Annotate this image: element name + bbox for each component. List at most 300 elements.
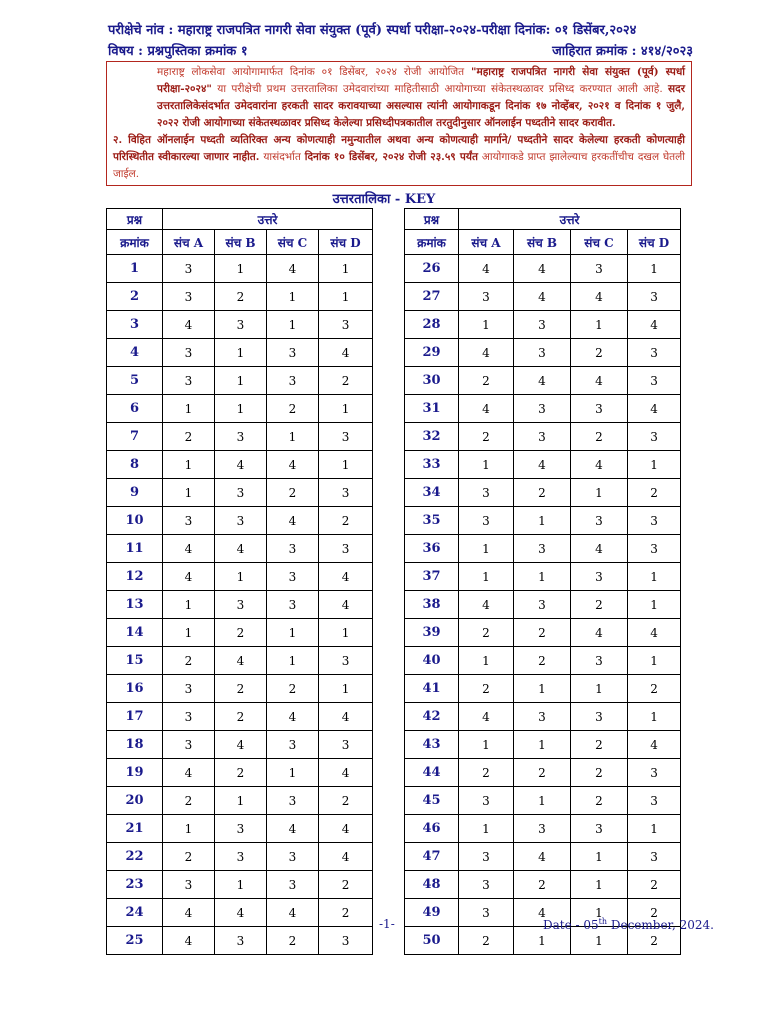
set-b-answer: 3 [215,423,267,451]
set-a-answer: 2 [163,647,215,675]
table-row [107,815,373,843]
set-c-answer: 3 [267,787,319,815]
set-a-answer: 2 [163,423,215,451]
set-b-answer: 2 [514,871,571,899]
document-date [543,917,714,932]
question-number: 6 [107,395,163,423]
page-number: -1- [379,917,395,931]
set-d-answer: 1 [319,395,373,423]
set-a-answer: 4 [163,563,215,591]
set-d-answer: 2 [628,675,681,703]
set-d-answer: 3 [319,731,373,759]
table-row [405,675,681,703]
set-c-answer: 3 [267,731,319,759]
question-number: 39 [405,619,459,647]
set-d-answer: 1 [319,283,373,311]
set-d-answer: 1 [628,591,681,619]
set-a-answer: 3 [163,731,215,759]
table-row [107,703,373,731]
set-c-answer: 1 [571,899,628,927]
question-number-header: क्रमांक [107,230,163,255]
set-d-answer: 3 [628,787,681,815]
set-d-answer: 2 [319,899,373,927]
set-b-answer: 1 [514,675,571,703]
set-b-answer: 3 [215,843,267,871]
table-row [405,479,681,507]
set-c-answer: 2 [267,675,319,703]
notice-text: आयोगाकडे प्राप्त झालेल्याच हरकतींचीच दखल घेतली जाईल. [113,151,685,180]
set-a-answer: 1 [163,395,215,423]
set-a-answer: 3 [459,871,514,899]
set-a-answer: 1 [163,815,215,843]
table-row [107,535,373,563]
set-a-answer: 4 [459,395,514,423]
set-a-answer: 3 [163,703,215,731]
set-b-answer: 2 [514,759,571,787]
question-number: 11 [107,535,163,563]
set-d-answer: 3 [628,507,681,535]
set-a-answer: 1 [459,311,514,339]
question-number: 9 [107,479,163,507]
question-number: 16 [107,675,163,703]
set-a-answer: 4 [163,899,215,927]
question-number: 13 [107,591,163,619]
set-d-answer: 2 [628,479,681,507]
set-a-answer: 1 [459,451,514,479]
set-a-answer: 3 [163,675,215,703]
set-c-answer: 4 [267,507,319,535]
notice-text: महाराष्ट्र लोकसेवा आयोगामार्फत दिनांक ०१ डिसेंबर, २०२४ रोजी आयोजित [157,66,471,78]
set-c-answer: 1 [571,843,628,871]
date-suffix: th [598,917,608,926]
set-c-answer: 1 [267,759,319,787]
table-row [107,311,373,339]
set-d-answer: 3 [628,339,681,367]
set-a-answer: 3 [459,479,514,507]
table-row [107,255,373,283]
set-a-answer: 1 [163,451,215,479]
set-b-answer: 1 [514,507,571,535]
set-d-answer: 1 [628,647,681,675]
set-d-answer: 3 [319,479,373,507]
set-a-answer: 3 [163,507,215,535]
set-b-answer: 4 [514,899,571,927]
set-c-answer: 1 [571,479,628,507]
question-number: 12 [107,563,163,591]
set-b-answer: 3 [514,591,571,619]
set-c-answer: 1 [571,311,628,339]
set-d-answer: 4 [628,395,681,423]
set-b-answer: 4 [215,899,267,927]
table-row [405,507,681,535]
question-number: 48 [405,871,459,899]
set-a-answer: 3 [459,787,514,815]
set-d-answer: 2 [628,927,681,955]
set-a-answer: 4 [163,759,215,787]
set-d-answer: 2 [319,507,373,535]
table-row [107,759,373,787]
question-number: 26 [405,255,459,283]
set-b-answer: 3 [215,815,267,843]
table-row [107,619,373,647]
table-row [405,367,681,395]
table-row [107,395,373,423]
set-b-answer: 1 [215,255,267,283]
set-c-answer: 3 [267,591,319,619]
set-c-answer: 4 [267,815,319,843]
question-number: 17 [107,703,163,731]
table-row [405,619,681,647]
set-b-answer: 4 [215,535,267,563]
advertisement-number: जाहिरात क्रमांक : ४१४/२०२३ [552,44,693,59]
question-number: 3 [107,311,163,339]
table-row [405,255,681,283]
set-b-answer: 2 [215,675,267,703]
table-row [405,759,681,787]
set-d-header: संच D [319,230,373,255]
set-d-answer: 3 [319,647,373,675]
set-a-answer: 1 [459,731,514,759]
answer-key-title: उत्तरतालिका - KEY [332,192,436,207]
exam-name-line: परीक्षेचे नांव : महाराष्ट्र राजपत्रित नागरी सेवा संयुक्त (पूर्व) स्पर्धा परीक्षा-२०२४-परीक्षा दिनांक: ०१ डिसेंबर,२०२४ [108,23,637,38]
set-a-answer: 3 [459,283,514,311]
set-c-answer: 1 [267,647,319,675]
question-number: 4 [107,339,163,367]
set-a-answer: 2 [459,367,514,395]
set-a-answer: 1 [459,535,514,563]
question-number: 1 [107,255,163,283]
table-row [107,339,373,367]
set-d-answer: 4 [319,759,373,787]
set-a-answer: 2 [163,787,215,815]
set-d-answer: 1 [628,255,681,283]
set-b-answer: 3 [215,591,267,619]
set-c-answer: 4 [571,367,628,395]
question-number: 22 [107,843,163,871]
set-c-answer: 4 [571,619,628,647]
set-c-answer: 3 [571,563,628,591]
set-c-answer: 2 [571,731,628,759]
question-number: 5 [107,367,163,395]
table-row [405,451,681,479]
set-d-answer: 2 [628,871,681,899]
set-c-answer: 4 [267,703,319,731]
table-row [107,871,373,899]
set-b-answer: 4 [215,451,267,479]
set-b-answer: 2 [215,619,267,647]
set-c-answer: 2 [267,927,319,955]
set-c-answer: 4 [267,451,319,479]
table-row [107,283,373,311]
set-c-answer: 2 [571,423,628,451]
set-b-answer: 3 [514,311,571,339]
table-row [107,591,373,619]
set-d-answer: 3 [319,535,373,563]
set-c-header: संच C [571,230,628,255]
set-d-answer: 4 [319,339,373,367]
table-row [405,647,681,675]
set-b-answer: 3 [514,423,571,451]
set-c-answer: 4 [267,255,319,283]
notice-deadline: दिनांक १० डिसेंबर, २०२४ रोजी २३.५९ पर्यंत [304,151,478,163]
set-d-answer: 4 [628,731,681,759]
question-number: 40 [405,647,459,675]
set-a-answer: 4 [459,703,514,731]
question-number: 18 [107,731,163,759]
notice-text: या परीक्षेची प्रथम उत्तरतालिका उमेदवारांच्या माहितीसाठी आयोगाच्या संकेतस्थळावर प्रसिध्द करण्यात आली आहे. [211,83,669,95]
table-row [107,843,373,871]
set-b-answer: 4 [215,731,267,759]
set-a-answer: 4 [459,339,514,367]
set-d-answer: 4 [319,591,373,619]
set-c-answer: 1 [267,311,319,339]
notice-exam-title: "महाराष्ट्र राजपत्रित नागरी सेवा संयुक्त (पूर्व) स्पर्धा परीक्षा-२०२४" [157,66,685,95]
table-row [405,591,681,619]
set-d-answer: 4 [319,703,373,731]
question-number: 7 [107,423,163,451]
question-number: 47 [405,843,459,871]
set-d-answer: 4 [628,311,681,339]
set-a-answer: 2 [459,619,514,647]
set-b-answer: 3 [215,927,267,955]
set-a-answer: 4 [163,535,215,563]
set-c-answer: 3 [267,339,319,367]
set-c-answer: 2 [267,395,319,423]
question-number: 27 [405,283,459,311]
set-a-answer: 4 [163,311,215,339]
set-d-answer: 4 [319,563,373,591]
set-d-answer: 4 [319,815,373,843]
question-number-header: क्रमांक [405,230,459,255]
set-a-answer: 3 [163,255,215,283]
set-b-answer: 2 [514,619,571,647]
date-text: Date - 05 [543,918,599,932]
set-d-answer: 2 [628,899,681,927]
question-number: 14 [107,619,163,647]
question-number: 20 [107,787,163,815]
set-d-answer: 3 [319,927,373,955]
table-row [405,395,681,423]
set-c-answer: 3 [571,507,628,535]
table-row [405,563,681,591]
set-a-answer: 3 [163,367,215,395]
table-row [107,899,373,927]
set-b-answer: 1 [215,871,267,899]
set-d-answer: 1 [319,255,373,283]
table-row [405,703,681,731]
set-c-answer: 4 [571,283,628,311]
set-b-answer: 3 [514,815,571,843]
date-text: December, 2024. [607,918,714,932]
table-row [107,367,373,395]
question-number: 15 [107,647,163,675]
question-header: प्रश्न [107,209,163,230]
question-number: 45 [405,787,459,815]
set-a-answer: 3 [459,899,514,927]
table-row [405,339,681,367]
set-c-answer: 1 [267,283,319,311]
set-c-answer: 1 [571,871,628,899]
notice-paragraph-1 [113,64,685,132]
set-d-answer: 1 [319,619,373,647]
set-b-answer: 1 [215,367,267,395]
question-number: 42 [405,703,459,731]
set-a-answer: 2 [459,423,514,451]
set-d-answer: 1 [319,451,373,479]
question-number: 44 [405,759,459,787]
question-number: 10 [107,507,163,535]
table-row [107,787,373,815]
set-b-answer: 4 [514,367,571,395]
set-d-answer: 1 [628,815,681,843]
question-header: प्रश्न [405,209,459,230]
notice-online-only-text: २. विहित ऑनलाईन पध्दती व्यतिरिक्त अन्य कोणत्याही नमुन्यातील अथवा अन्य कोणत्याही मार्गाने/ पध्दतीने सादर केलेल्या हरकती कोणत्याही परिस्थितीत स्वीकारल्या जाणार नाहीत. [113,134,685,163]
set-a-answer: 2 [459,927,514,955]
set-c-answer: 2 [571,759,628,787]
set-c-answer: 2 [571,339,628,367]
table-row [405,815,681,843]
set-a-answer: 4 [459,255,514,283]
table-row [107,647,373,675]
set-d-answer: 2 [319,367,373,395]
set-a-answer: 1 [459,815,514,843]
set-c-answer: 1 [267,423,319,451]
set-a-answer: 3 [163,339,215,367]
set-b-answer: 1 [514,563,571,591]
set-a-answer: 1 [459,563,514,591]
set-a-answer: 1 [163,591,215,619]
set-b-answer: 1 [514,787,571,815]
question-number: 50 [405,927,459,955]
set-d-answer: 3 [628,759,681,787]
set-d-answer: 3 [628,423,681,451]
table-row [107,731,373,759]
question-number: 31 [405,395,459,423]
set-c-answer: 1 [571,675,628,703]
set-d-answer: 3 [628,535,681,563]
table-row [405,423,681,451]
set-d-answer: 3 [628,283,681,311]
question-number: 36 [405,535,459,563]
notice-text: यासंदर्भात [259,151,305,163]
set-a-answer: 2 [163,843,215,871]
table-row [405,731,681,759]
table-row [107,675,373,703]
set-d-answer: 2 [319,871,373,899]
set-b-answer: 2 [514,479,571,507]
table-row [405,787,681,815]
set-d-answer: 4 [628,619,681,647]
set-c-answer: 3 [571,815,628,843]
question-number: 2 [107,283,163,311]
question-number: 46 [405,815,459,843]
set-d-answer: 1 [319,675,373,703]
set-a-answer: 3 [459,507,514,535]
set-b-answer: 1 [514,731,571,759]
set-b-answer: 3 [514,703,571,731]
set-c-answer: 4 [571,451,628,479]
notice-paragraph-2 [113,132,685,183]
set-c-answer: 4 [267,899,319,927]
set-c-answer: 4 [571,535,628,563]
set-c-answer: 2 [571,787,628,815]
set-d-answer: 4 [319,843,373,871]
answer-key-table-right [404,208,681,955]
question-number: 33 [405,451,459,479]
set-b-answer: 1 [215,339,267,367]
notice-box [106,61,692,186]
set-a-answer: 4 [163,927,215,955]
set-d-answer: 3 [628,367,681,395]
set-d-answer: 1 [628,451,681,479]
set-c-answer: 3 [267,535,319,563]
set-b-answer: 3 [514,395,571,423]
set-c-answer: 3 [267,871,319,899]
question-number: 24 [107,899,163,927]
table-row [107,927,373,955]
question-number: 49 [405,899,459,927]
question-number: 8 [107,451,163,479]
table-row [107,423,373,451]
table-row [405,535,681,563]
set-b-answer: 4 [514,255,571,283]
table-row [405,871,681,899]
table-row [107,451,373,479]
question-number: 28 [405,311,459,339]
table-row [107,507,373,535]
set-a-answer: 3 [459,843,514,871]
set-b-answer: 1 [215,563,267,591]
set-d-answer: 3 [319,423,373,451]
question-number: 25 [107,927,163,955]
set-a-answer: 2 [459,675,514,703]
question-number: 38 [405,591,459,619]
set-b-answer: 2 [215,703,267,731]
set-a-answer: 1 [163,619,215,647]
question-number: 30 [405,367,459,395]
set-a-answer: 1 [459,647,514,675]
set-d-answer: 2 [319,787,373,815]
question-number: 43 [405,731,459,759]
set-b-answer: 1 [215,395,267,423]
set-a-answer: 3 [163,871,215,899]
table-row [405,311,681,339]
set-b-answer: 3 [514,339,571,367]
set-c-answer: 3 [571,255,628,283]
question-number: 29 [405,339,459,367]
question-number: 37 [405,563,459,591]
answer-key-table-left [106,208,373,955]
set-c-header: संच C [267,230,319,255]
set-b-answer: 4 [514,451,571,479]
question-number: 23 [107,871,163,899]
set-a-header: संच A [459,230,514,255]
set-b-header: संच B [514,230,571,255]
set-d-answer: 1 [628,563,681,591]
set-a-answer: 3 [163,283,215,311]
set-b-header: संच B [215,230,267,255]
set-c-answer: 2 [267,479,319,507]
question-number: 41 [405,675,459,703]
set-d-answer: 3 [319,311,373,339]
set-c-answer: 3 [571,703,628,731]
set-c-answer: 2 [571,591,628,619]
set-c-answer: 3 [267,843,319,871]
set-b-answer: 3 [514,535,571,563]
question-number: 32 [405,423,459,451]
set-d-header: संच D [628,230,681,255]
set-a-header: संच A [163,230,215,255]
